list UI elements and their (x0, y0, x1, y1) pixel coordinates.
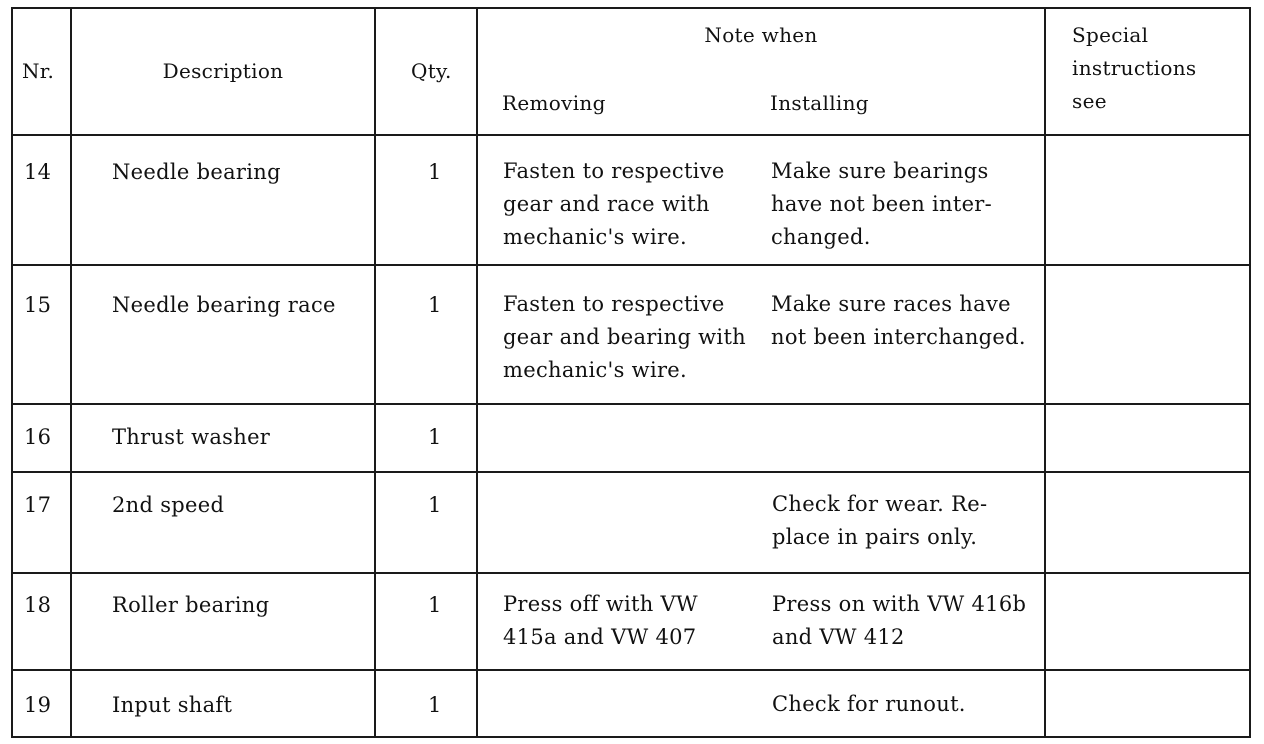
header-removing: Removing (502, 91, 606, 115)
row-17-description: 2nd speed (112, 493, 225, 517)
row-16-qty: 1 (428, 425, 442, 449)
row-15-installing: Make sure races have not been interchanged. (771, 292, 1026, 349)
header-divider (11, 134, 1251, 136)
header-installing: Installing (770, 91, 869, 115)
row-divider-17 (11, 572, 1251, 574)
table-border-top (11, 7, 1251, 9)
row-14-nr: 14 (24, 160, 52, 184)
row-divider-14 (11, 264, 1251, 266)
row-15-qty: 1 (428, 293, 442, 317)
row-divider-18 (11, 669, 1251, 671)
row-15-removing: Fasten to respective gear and bearing with mechanic's wire. (503, 292, 747, 382)
row-19-nr: 19 (24, 693, 52, 717)
table-border-bottom (11, 736, 1251, 738)
header-nr: Nr. (22, 59, 55, 83)
row-19-installing: Check for runout. (772, 692, 966, 716)
header-qty: Qty. (411, 59, 452, 83)
row-15-description: Needle bearing race (112, 293, 336, 317)
row-18-nr: 18 (24, 593, 52, 617)
table-border-left (11, 7, 13, 738)
row-19-description: Input shaft (112, 693, 233, 717)
header-special-instructions: Special instructions see (1072, 23, 1197, 113)
row-15-nr: 15 (24, 293, 52, 317)
row-17-installing: Check for wear. Re- place in pairs only. (772, 492, 988, 549)
row-17-qty: 1 (428, 493, 442, 517)
column-divider-qty (476, 7, 478, 738)
column-divider-description (374, 7, 376, 738)
row-14-qty: 1 (428, 160, 442, 184)
header-description: Description (162, 59, 284, 83)
row-16-nr: 16 (24, 425, 52, 449)
row-divider-16 (11, 471, 1251, 473)
row-19-qty: 1 (428, 693, 442, 717)
table-border-right (1249, 7, 1251, 738)
row-18-description: Roller bearing (112, 593, 270, 617)
row-17-nr: 17 (24, 493, 52, 517)
row-16-description: Thrust washer (112, 425, 271, 449)
row-18-removing: Press off with VW 415a and VW 407 (503, 592, 698, 649)
row-14-removing: Fasten to respective gear and race with mechanic's wire. (503, 159, 725, 249)
row-18-installing: Press on with VW 416b and VW 412 (772, 592, 1027, 649)
row-14-description: Needle bearing (112, 160, 281, 184)
row-divider-15 (11, 403, 1251, 405)
column-divider-installing (1044, 7, 1046, 738)
row-18-qty: 1 (428, 593, 442, 617)
column-divider-nr (70, 7, 72, 738)
header-note-when: Note when (704, 23, 818, 47)
row-14-installing: Make sure bearings have not been inter- changed. (771, 159, 993, 249)
